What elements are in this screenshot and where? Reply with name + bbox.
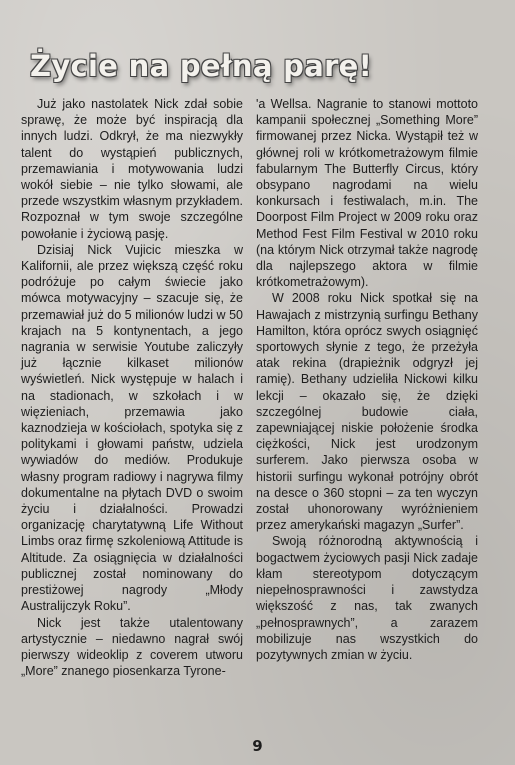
paragraph: Już jako nastolatek Nick zdał sobie sprawę, że może być inspiracją dla innych ludzi. Odkrył, że ma niezwykły talent do wystąpień publicznych, przemawiania i motywowania ludzi wokół siebie – nie tylko słowami, ale przede wszystkim własnym przykładem. Rozpoznał w tym swoje szczególne powołanie i życiową pasję.: [21, 97, 243, 241]
right-text-column: [256, 96, 478, 663]
paragraph: W 2008 roku Nick spotkał się na Hawajach z mistrzynią surfingu Bethany Hamilton, która oprócz swych osiągnięć sportowych słynie z tego, że przeżyła atak rekina (drapieżnik odgryzł jej ramię). Bethany udzieliła Nickowi kilku lekcji – okazało się, że dzięki szczególnej budowie ciała, zapewniającej niskie położenie środka ciężkości, Nick jest urodzonym surferem. Jako pierwsza osoba w historii surfingu wykonał potrójny obrót na desce o 360 stopni – za ten wyczyn został uhonorowany wyróżnieniem przez amerykański magazyn „Surfer”.: [256, 291, 478, 533]
left-text-column: [21, 96, 243, 679]
paragraph: 'a Wellsa. Nagranie to stanowi mottoto kampanii społecznej „Something More” firmowanej przez Nicka. Wystąpił też w głównej roli w krótkometrażowym filmie fabularnym The Butterfly Circus, który obsypano nagrodami na wielu konkursach i festiwalach, m.in. The Doorpost Film Project w 2009 roku oraz Method Fest Film Festival w 2010 roku (na którym Nick otrzymał także nagrodę dla najlepszego aktora w filmie krótkometrażowym).: [256, 97, 478, 290]
paragraph: Dzisiaj Nick Vujicic mieszka w Kalifornii, ale przez większą część roku podróżuje po całym świecie jako mówca motywacyjny – szacuje się, że przemawiał już do 5 milionów ludzi w 50 krajach na 5 kontynentach, a jego nagrania w serwisie Youtube zaliczyły już łącznie kilkaset milionów wyświetleń. Nick występuje w halach i na stadionach, w szkołach i w więzieniach, przemawia jako kaznodzieja w kościołach, spotyka się z politykami i głowami państw, udziela wywiadów do mediów. Produkuje własny program radiowy i nagrywa filmy dokumentalne na płytach DVD o swoim życiu i działalności. Prowadzi organizację charytatywną Life Without Limbs oraz firmę szkoleniową Attitude is Altitude. Za osiągnięcia w działalności publicznej został nominowany do prestiżowej nagrody „Młody Australijczyk Roku”.: [21, 242, 243, 614]
paragraph: Nick jest także utalentowany artystycznie – niedawno nagrał swój pierwszy wideoklip z coverem utworu „More” znanego piosenkarza Tyrone-: [21, 615, 243, 679]
article-title: Życie na pełną parę!: [30, 49, 373, 83]
page-number: 9: [252, 737, 263, 755]
paragraph: Swoją różnorodną aktywnością i bogactwem życiowych pasji Nick zadaje kłam stereotypom dotyczącym niepełnosprawności i zawstydza większość z nas, tak zwanych „pełnosprawnych”, a zarazem mobilizuje nas wszystkich do pozytywnych zmian w życiu.: [256, 534, 478, 662]
